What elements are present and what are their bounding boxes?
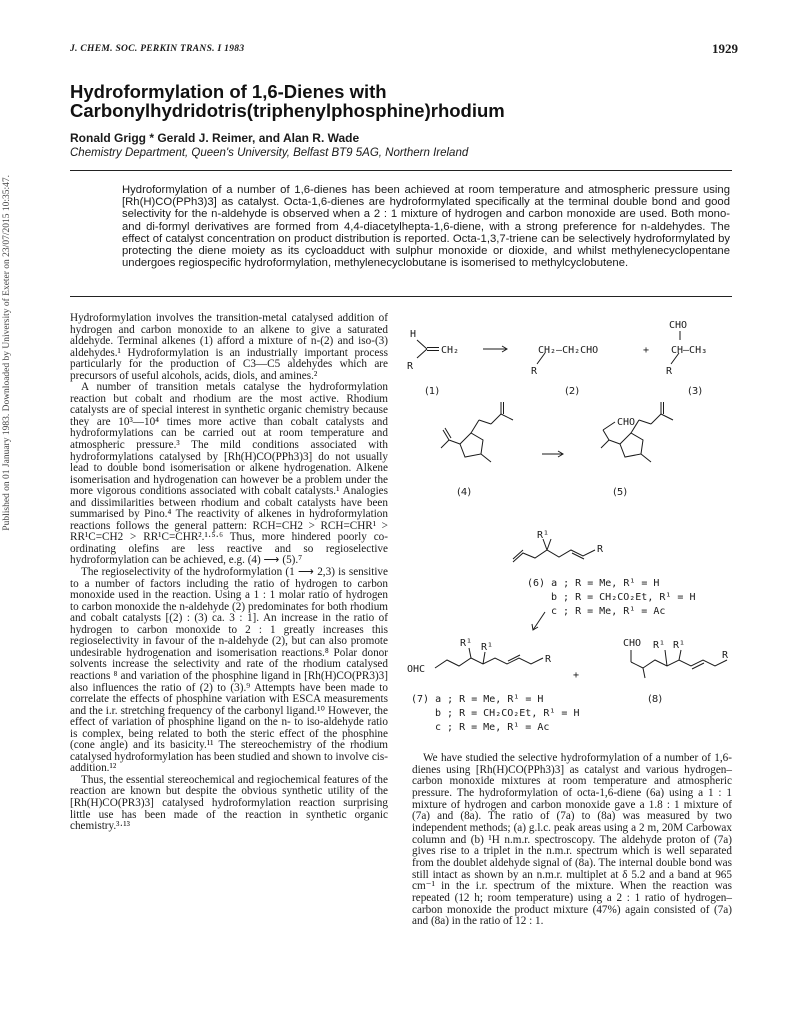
paragraph: Thus, the essential stereochemical and regiochemical features of the reaction are known but despite the obvious synthetic utility of the [Rh(H)CO(PR3)3] catalysed hydroformylation reaction surprising little use has been made of the reaction in synthetic organic chemistry.³·¹³ xyxy=(70,773,388,833)
page-number: 1929 xyxy=(712,41,738,56)
s1-product-2-r: R xyxy=(531,366,538,377)
s4-r1-b: R¹ xyxy=(481,642,494,653)
scheme-4-to-5 xyxy=(441,402,673,462)
s4-7a: (7) a ; R = Me, R¹ = H xyxy=(411,694,544,705)
body-right-column xyxy=(412,753,732,928)
rule-top xyxy=(70,170,732,171)
journal-header: J. CHEM. SOC. PERKIN TRANS. I 1983 xyxy=(70,44,245,54)
label-4: (4) xyxy=(457,487,472,498)
s1-h: H xyxy=(410,329,417,340)
label-2: (2) xyxy=(565,386,580,397)
abstract: Hydroformylation of a number of 1,6-dienes has been achieved at room temperature and atmospheric pressure using [Rh(H)CO(PPh3)3] as catalyst. Octa-1,6-dienes are hydroformylated specifically at the terminal double bond and good selectivity for the n-aldehyde is observed when a 2 : 1 mixture of hydrogen and carbon monoxide are used. Both mono- and di-formyl derivatives are formed from 4,4-diacetylhepta-1,6-diene, with a strong preference for n-aldehydes. The effect of catalyst concentration on product distribution is reported. Octa-1,3,7-triene can be selectively hydroformylated by protecting the diene moiety as its cycloadduct with sulphur monoxide or dioxide, and whilst methylenecyclopentane undergoes regiospecific hydroformylation, methylenecyclobutane is isomerised to methylcyclobutene. xyxy=(122,184,730,270)
s4-r-8: R xyxy=(722,650,729,661)
label-3: (3) xyxy=(688,386,703,397)
s1-product-3: CH–CH₃ xyxy=(671,345,708,356)
s4-7b: b ; R = CH₂CO₂Et, R¹ = H xyxy=(435,708,580,719)
s4-ohc: OHC xyxy=(407,664,426,675)
s1-product-2: CH₂–CH₂CHO xyxy=(538,345,599,356)
label-8: (8) xyxy=(648,694,663,705)
s4-r: R xyxy=(545,654,552,665)
s4-r1-d: R¹ xyxy=(673,640,686,651)
s4-r1-a: R¹ xyxy=(460,638,473,649)
s4-cho-8: CHO xyxy=(623,638,642,649)
s1-r: R xyxy=(407,361,414,372)
s4-plus: + xyxy=(573,670,580,681)
s1-cho: CHO xyxy=(669,320,688,331)
s4-7c: c ; R = Me, R¹ = Ac xyxy=(435,722,550,733)
s4-r1-c: R¹ xyxy=(653,640,666,651)
rule-bottom xyxy=(70,296,732,297)
affiliation: Chemistry Department, Queen's University, Belfast BT9 5AG, Northern Ireland xyxy=(70,147,469,159)
s3-6a: (6) a ; R = Me, R¹ = H xyxy=(527,578,660,589)
title-line-1: Hydroformylation of 1,6-Dienes with xyxy=(70,81,387,102)
s1-ch2: CH₂ xyxy=(441,345,460,356)
s1-plus: + xyxy=(643,345,650,356)
label-1: (1) xyxy=(425,386,440,397)
s3-6c: c ; R = Me, R¹ = Ac xyxy=(551,606,666,617)
s2-cho: CHO xyxy=(617,417,636,428)
paragraph: A number of transition metals catalyse the hydroformylation reaction but cobalt and rhodium are the most active. Rhodium catalysts are of special interest in synthetic organic chemistry because they are 10³—10⁴ times more active than cobalt catalysts and hydroformylations can be carried out at room temperature and atmospheric pressure.³ The mild conditions associated with hydroformylations catalysed by [Rh(H)CO(PPh3)3] do not usually lead to double bond isomerisation or alkene hydrogenation. Alkene isomerisation and hydrogenation can however be a problem under the more vigorous conditions associated with cobalt catalysts.¹ Analogies and dissimilarities between rhodium and cobalt catalysts have been summarised by Pino.⁴ The reactivity of alkenes in hydroformylation reactions follows the general pattern: RCH=CH2 > RCH=CHR¹ > RR¹C=CH2 > RR¹C=CHR².¹·⁵·⁶ Thus, more hindered poorly co-ordinating olefins are less reactive and so regioselective hydroformylation can be achieved, e.g. (4) ⟶ (5).⁷ xyxy=(70,381,388,567)
scheme-products-7-8 xyxy=(435,648,727,678)
s3-r: R xyxy=(597,544,604,555)
paragraph: Hydroformylation involves the transition-metal catalysed addition of hydrogen and carbon monoxide to an alkene to give a saturated aldehyde. Terminal alkenes (1) afford a mixture of n-(2) and iso-(3) aldehydes.¹ Hydroformylation is an industrially important process particularly for the production of C3—C5 aldehydes which are precursors of useful alcohols, acids, diols, and amines.² xyxy=(70,312,388,382)
s3-6b: b ; R = CH₂CO₂Et, R¹ = H xyxy=(551,592,696,603)
label-5: (5) xyxy=(613,487,628,498)
body-left-column xyxy=(70,313,388,833)
title-line-2: Carbonylhydridotris(triphenylphosphine)rhodium xyxy=(70,100,505,121)
s1-product-3-r: R xyxy=(666,366,673,377)
article-title xyxy=(70,82,730,120)
paragraph: The regioselectivity of the hydroformylation (1 ⟶ 2,3) is sensitive to a number of factors including the ratio of hydrogen to carbon monoxide used in the reaction. Using a 1 : 1 molar ratio of hydrogen to carbon monoxide the n-aldehyde (2) predominates for both rhodium and cobalt catalysts [(2) : (3) ca. 3 : 1]. An increase in the ratio of hydrogen to carbon monoxide to 2 : 1 greatly increases this regioselectivity in favour of the n-aldehyde (2), but can also promote undesirable hydrogenation and isomerisation reactions.⁸ Polar donor solvents increase the selectivity and rate of the rhodium catalysed reactions ⁸ and variation of the phosphine ligand in [Rh(H)CO(PR3)3] also influences the ratio of (2) to (3).⁹ Attempts have been made to correlate the effects of phosphine variation with ESCA measurements and the i.r. stretching frequency of the carbonyl ligand.¹⁰ However, the effect of variation of phosphine ligand on the n- to iso-aldehyde ratio is complex, being related to both the steric effect of the phosphine (cone angle) and its basicity.¹¹ The stereochemistry of the rhodium catalysed hydroformylation has been studied and shown to involve cis-addition.¹² xyxy=(70,566,388,775)
paragraph: We have studied the selective hydroformylation of a number of 1,6-dienes using [Rh(H)CO(PPh3)3] as catalyst and various hydrogen–carbon monoxide mixtures at room temperature and atmospheric pressure. The hydroformylation of octa-1,6-diene (6a) using a 1 : 1 mixture of hydrogen and carbon monoxide gave a 1.8 : 1 mixture of (7a) and (8a). The ratio of (7a) to (8a) was measured by two independent methods; (a) g.l.c. peak areas using a 2 m, 20M Carbowax column and (b) ¹H n.m.r. spectroscopy. The aldehyde proton of (7a) gives rise to a triplet in the n.m.r. spectrum which is well separated from the doublet aldehyde signal of (8a). The internal double bond was still intact as shown by an n.m.r. multiplet at δ 5.2 and a band at 965 cm⁻¹ in the i.r. spectrum of the mixture. When the reaction was repeated (12 h; room temperature) using a 2 : 1 ratio of hydrogen–carbon monoxide the product mixture (47%) again consisted of (7a) and (8a) in the ratio of 12 : 1. xyxy=(412,752,732,928)
publication-notice: Published on 01 January 1983. Downloaded by University of Exeter on 23/07/2015 10:35:47. xyxy=(2,175,12,531)
s3-r1: R¹ xyxy=(537,530,550,541)
authors: Ronald Grigg * Gerald J. Reimer, and Alan R. Wade xyxy=(70,131,360,145)
reaction-schemes xyxy=(405,312,735,747)
